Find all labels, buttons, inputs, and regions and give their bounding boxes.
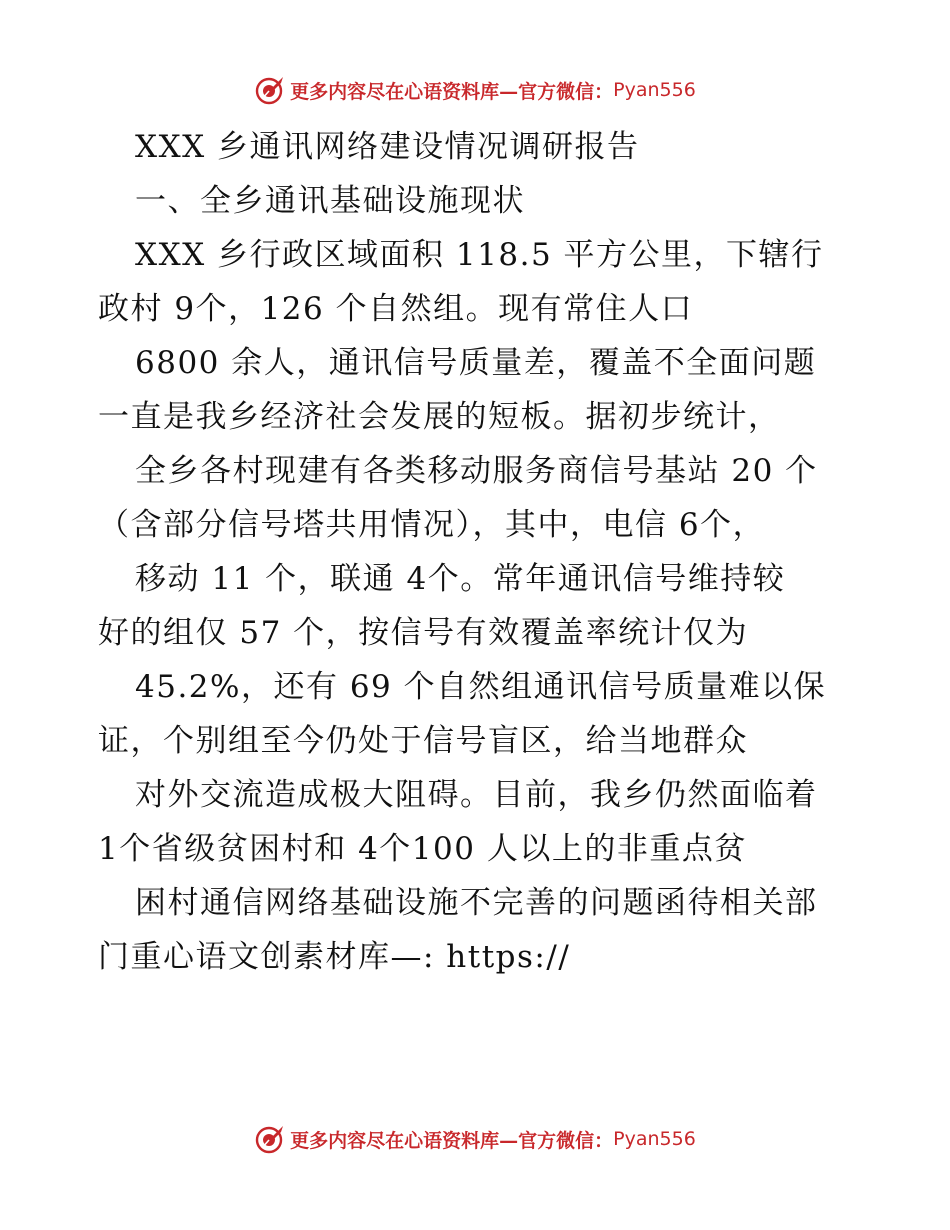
document-line: 一、全乡通讯基础设施现状 <box>135 183 525 219</box>
document-line: 对外交流造成极大阻碍。目前，我乡仍然面临着 <box>135 777 818 813</box>
document-line: XXX 乡通讯网络建设情况调研报告 <box>135 129 640 165</box>
watermark-text: 更多内容尽在心语资料库—官方微信： <box>290 1129 614 1152</box>
watermark-contact: Pyan556 <box>613 1128 696 1150</box>
quill-logo-icon <box>254 74 286 106</box>
document-line: XXX 乡行政区域面积 118.5 平方公里，下辖行 <box>135 237 824 273</box>
watermark-text: 更多内容尽在心语资料库—官方微信： <box>290 80 614 103</box>
header-watermark <box>0 70 950 110</box>
document-line: 1个省级贫困村和 4个100 人以上的非重点贫 <box>98 831 747 867</box>
document-line: 好的组仅 57 个，按信号有效覆盖率统计仅为 <box>98 615 749 651</box>
document-line: 6800 余人，通讯信号质量差，覆盖不全面问题 <box>135 345 817 381</box>
footer-watermark <box>0 1119 950 1159</box>
document-line: 政村 9个，126 个自然组。现有常住人口 <box>98 291 694 327</box>
document-body <box>98 120 858 984</box>
document-line: 困村通信网络基础设施不完善的问题函待相关部 <box>135 885 818 921</box>
document-line: 45.2%，还有 69 个自然组通讯信号质量难以保 <box>135 669 827 705</box>
document-line: 全乡各村现建有各类移动服务商信号基站 20 个 <box>135 453 818 489</box>
document-line: 移动 11 个，联通 4个。常年通讯信号维持较 <box>135 561 786 597</box>
document-line: 一直是我乡经济社会发展的短板。据初步统计， <box>98 399 781 435</box>
document-line: （含部分信号塔共用情况），其中，电信 6个， <box>98 507 766 543</box>
document-line: 证，个别组至今仍处于信号盲区，给当地群众 <box>98 723 748 759</box>
quill-logo-icon <box>254 1123 286 1155</box>
watermark-contact: Pyan556 <box>613 79 696 101</box>
document-line: 门重心语文创素材库—: https:// <box>98 939 571 975</box>
